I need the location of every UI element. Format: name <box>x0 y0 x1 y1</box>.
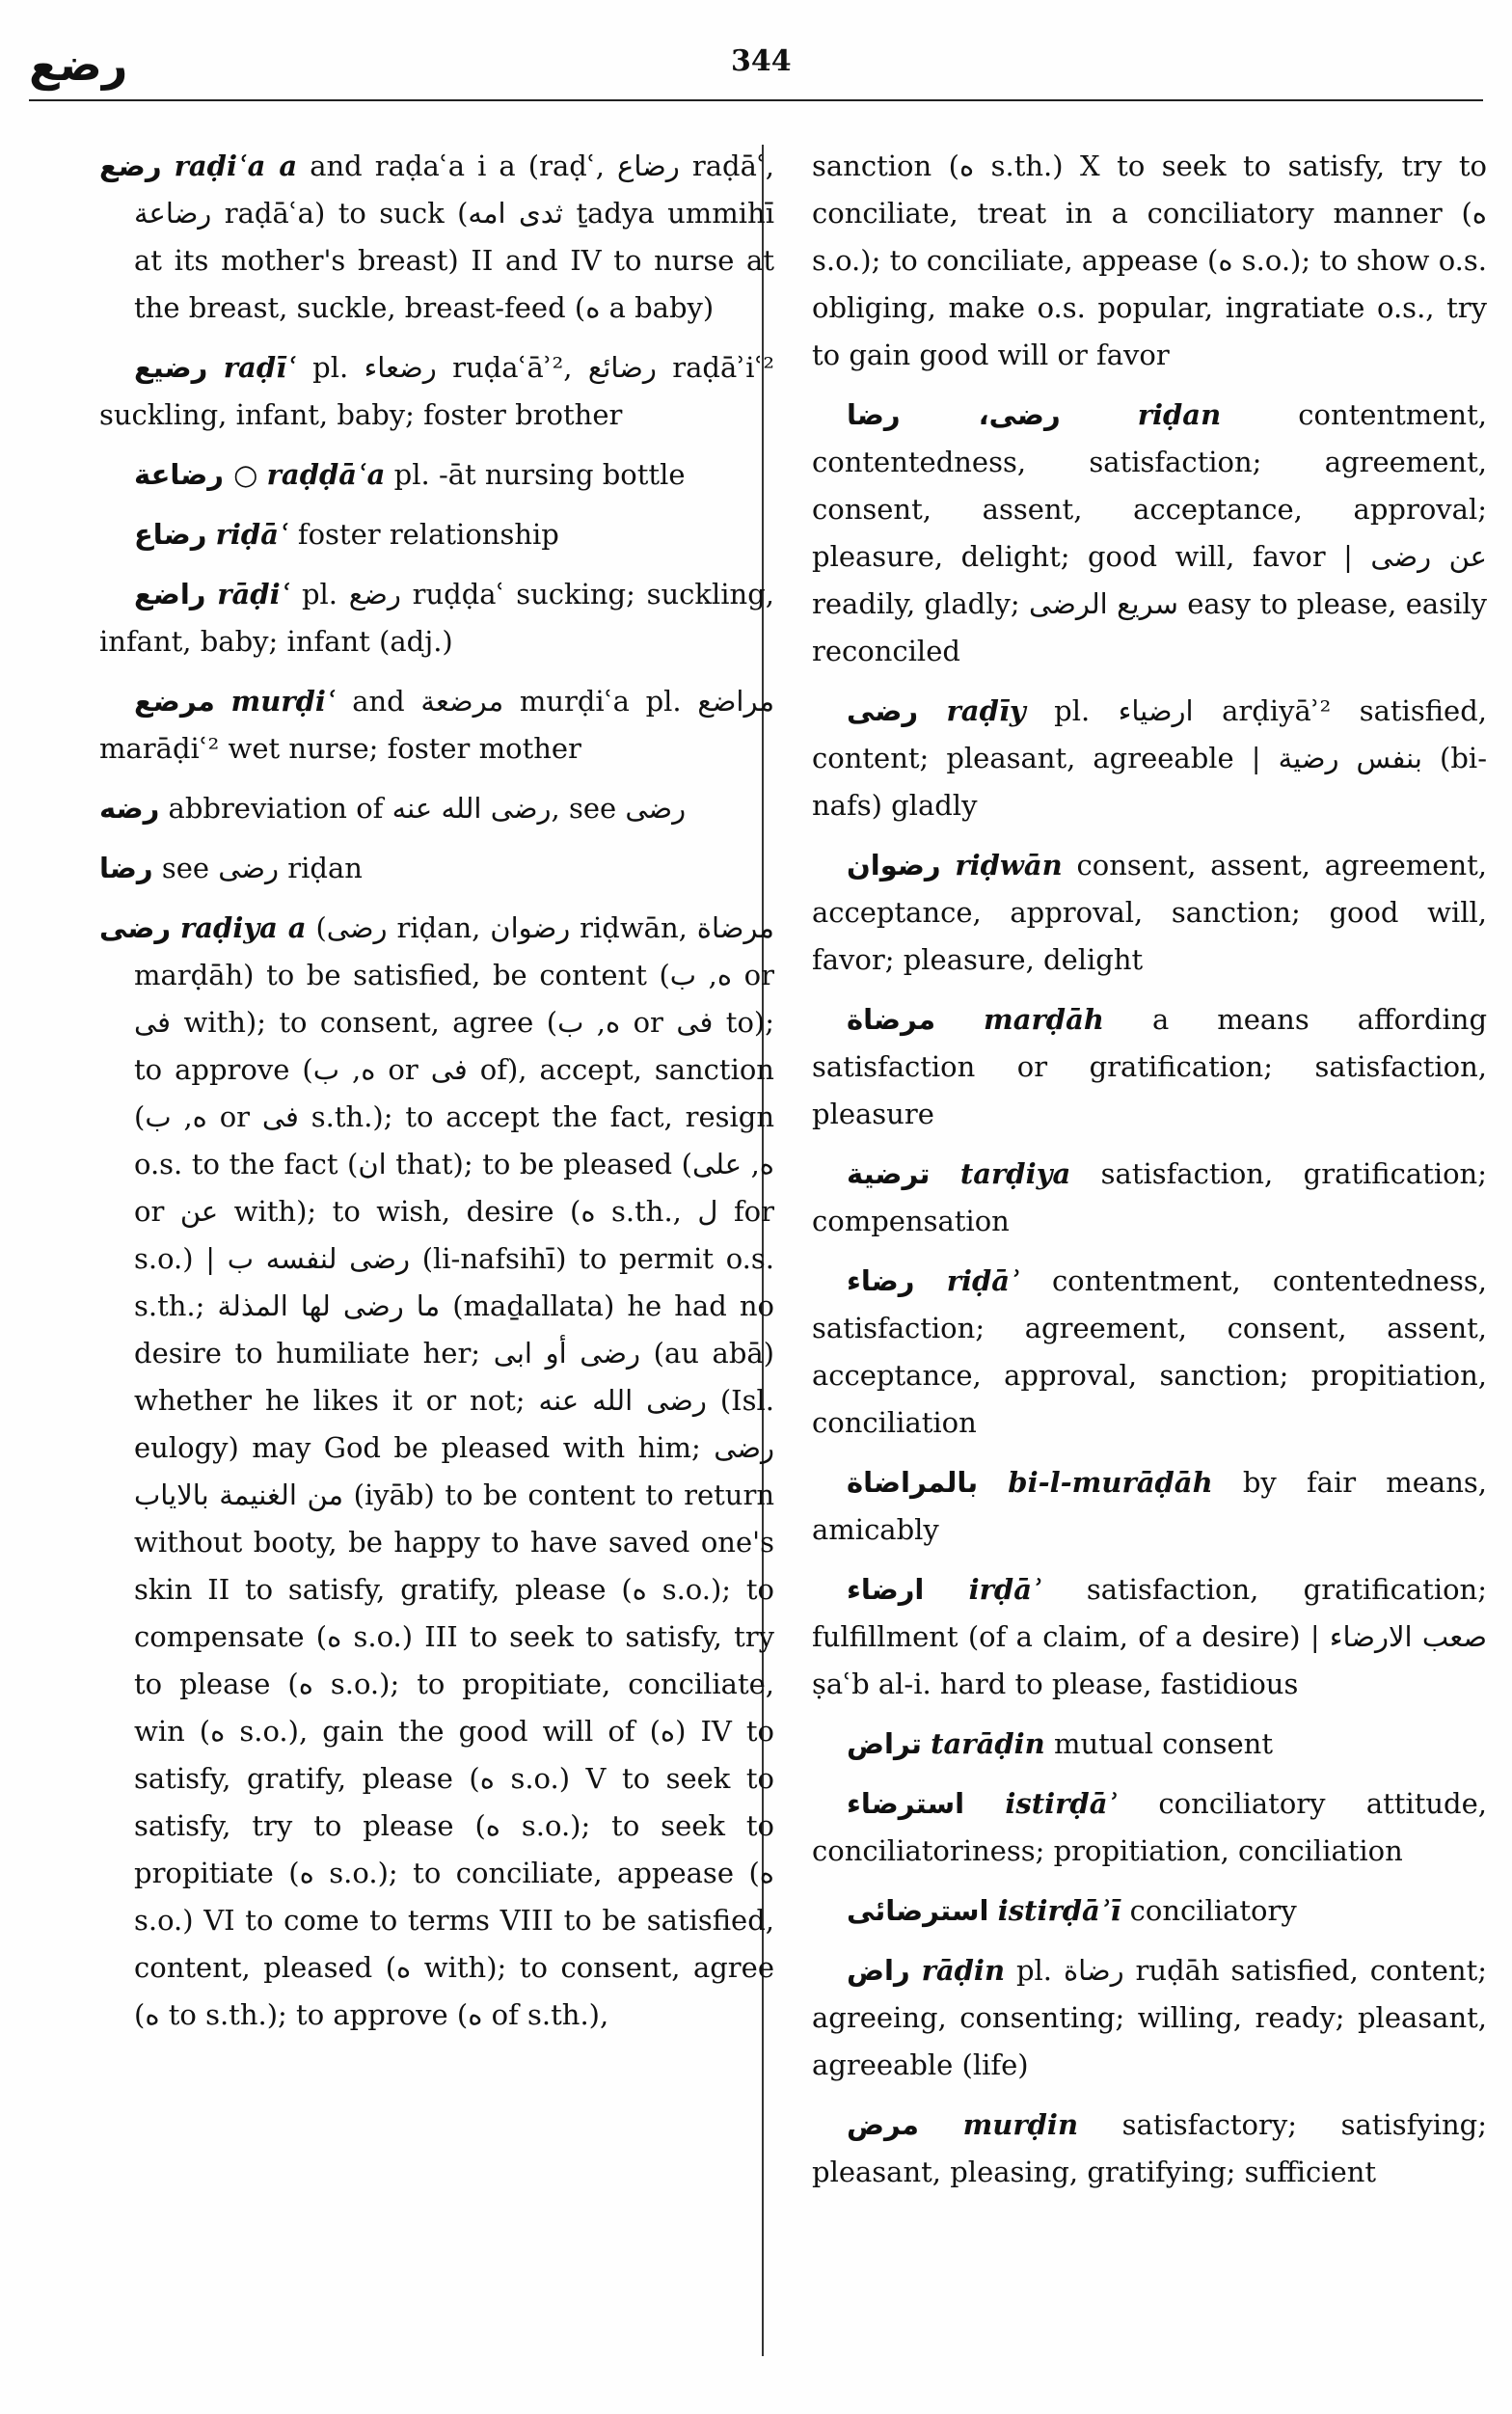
dictionary-entry <box>99 344 774 439</box>
entry-arabic: استرضائى <box>847 1894 989 1927</box>
dictionary-entry <box>99 678 774 773</box>
dictionary-entry <box>812 1566 1487 1708</box>
entry-transliteration: raḍīʿ <box>223 351 297 384</box>
header-rule <box>29 99 1483 101</box>
dictionary-entry <box>812 1780 1487 1875</box>
entry-arabic: مرضاة <box>847 1003 936 1036</box>
dictionary-entry <box>812 842 1487 984</box>
entry-definition: pl. رضع ruḍḍaʿ sucking; suckling, infant, baby; infant (adj.) <box>99 578 774 658</box>
entry-definition: see رضى riḍan <box>161 852 363 884</box>
entry-transliteration: istirḍāʾī <box>997 1894 1121 1927</box>
entry-arabic: رضه <box>99 792 160 825</box>
entry-definition: (رضى riḍan, رضوان riḍwān, مرضاة marḍāh) to be satisfied, be content (ه, ب or فى with); to consent, agree (ه, ب or فى to); to approve (ه, ب or فى of), accept, sanction (ه, ب or فى s.th.); to accept the fact, resign o.s. to the fact (ان that); to be pleased (ه, على or عن with); to wish, desire (ه s.th., ل for s.o.) | رضى لنفسه ب (li-nafsihī) to permit o.s. s.th.; ما رضى لها المذلة (maḏallata) he had no desire to humiliate her; رضى أو ابى (au abā) whether he likes it or not; رضى الله عنه (Isl. eulogy) may God be pleased with him; رضى من الغنيمة بالاياب (iyāb) to be content to return without booty, be happy to have saved one's skin II to satisfy, gratify, please (ه s.o.); to compensate (ه s.o.) III to seek to satisfy, try to please (ه s.o.); to propitiate, conciliate, win (ه s.o.), gain the good will of (ه) IV to satisfy, gratify, please (ه s.o.) V to seek to satisfy, try to please (ه s.o.); to seek to propitiate (ه s.o.); to conciliate, appease (ه s.o.) VI to come to terms VIII to be satisfied, content, pleased (ه with); to consent, agree (ه to s.th.); to approve (ه of s.th.), <box>134 911 775 2031</box>
entry-arabic: ترضية <box>847 1157 931 1190</box>
dictionary-entry <box>812 1459 1487 1554</box>
entry-definition: pl. رضعاء ruḍaʿāʾ², رضائع raḍāʾiʿ² suckling, infant, baby; foster brother <box>99 351 774 431</box>
dictionary-entry <box>812 1258 1487 1447</box>
entry-arabic: رضاع <box>134 518 207 551</box>
entry-transliteration: raḍīy <box>946 694 1026 727</box>
entry-arabic: رضى <box>847 694 919 727</box>
entry-definition: pl. ارضياء arḍiyāʾ² satisfied, content; pleasant, agreeable | بنفس رضية (bi-nafs) gladly <box>812 694 1487 822</box>
entry-arabic: رضع <box>99 149 162 182</box>
dictionary-entry <box>812 1947 1487 2089</box>
dictionary-entry <box>99 905 774 2039</box>
entry-transliteration: murḍin <box>962 2108 1079 2141</box>
entry-transliteration: bi-l-murāḍāh <box>1008 1466 1213 1499</box>
page-header <box>0 0 1512 106</box>
entry-transliteration: marḍāh <box>984 1003 1104 1036</box>
entry-arabic: تراض <box>847 1727 922 1760</box>
entry-arabic: مرض <box>847 2108 920 2141</box>
entry-transliteration: riḍāʾ <box>946 1264 1020 1297</box>
entry-definition: satisfaction, gratification; fulfillment (of a claim, of a desire) | صعب الارضاء ṣaʿb al-i. hard to please, fastidious <box>812 1573 1487 1700</box>
entry-arabic: مرضع <box>134 685 215 718</box>
dictionary-entry <box>99 785 774 832</box>
dictionary-entry <box>812 996 1487 1138</box>
entry-transliteration: raḍiya a <box>179 911 307 944</box>
entry-definition: abbreviation of رضى الله عنه, see رضى <box>168 792 687 825</box>
dictionary-entry <box>812 143 1487 379</box>
dictionary-entry <box>99 511 774 558</box>
entry-definition: and raḍaʿa i a (raḍʿ, رضاع raḍāʿ, رضاعة raḍāʿa) to suck (ثدى امه ṯadya ummihī at its mother's breast) II and IV to nurse at the breast, suckle, breast-feed (ه a baby) <box>134 149 774 324</box>
entry-definition: contentment, contentedness, satisfaction; agreement, consent, assent, acceptance, approval, sanction; propitiation, conciliation <box>812 1264 1488 1439</box>
entry-transliteration: raḍiʿa a <box>174 149 298 182</box>
dictionary-entry <box>99 143 774 332</box>
entry-definition: sanction (ه s.th.) X to seek to satisfy, try to conciliate, treat in a conciliatory manner (ه s.o.); to conciliate, appease (ه s.o.); to show o.s. obliging, make o.s. popular, ingratiate o.s., try to gain good will or favor <box>812 149 1487 371</box>
catchword: رضع <box>29 39 128 91</box>
entry-definition: conciliatory attitude, conciliatoriness; propitiation, conciliation <box>812 1787 1487 1867</box>
entry-definition: foster relationship <box>288 518 559 551</box>
entry-transliteration: murḍiʿ <box>230 685 337 718</box>
entry-definition: pl. -āt nursing bottle <box>385 458 686 491</box>
entry-arabic: استرضاء <box>847 1787 965 1820</box>
entry-transliteration: raḍḍāʿa <box>266 458 386 491</box>
entry-transliteration: riḍan <box>1137 398 1222 431</box>
dictionary-entry <box>99 451 774 499</box>
dictionary-entry <box>812 1151 1487 1245</box>
right-column <box>812 143 1487 2209</box>
entry-transliteration: riḍāʿ <box>215 518 289 551</box>
entry-definition: pl. رضاة ruḍāh satisfied, content; agreeing, consenting; willing, ready; pleasant, agreeable (life) <box>812 1954 1488 2081</box>
entry-definition: mutual consent <box>1044 1727 1274 1760</box>
entry-definition: conciliatory <box>1120 1894 1297 1927</box>
entry-transliteration: irḍāʾ <box>968 1573 1042 1606</box>
entry-transliteration: rāḍin <box>921 1954 1006 1987</box>
entry-arabic: رضيع <box>134 351 208 384</box>
entry-transliteration: tarḍiya <box>959 1157 1071 1190</box>
entry-transliteration: rāḍiʿ <box>217 578 291 610</box>
entry-arabic: راضع <box>134 578 206 610</box>
dictionary-entry <box>812 1887 1487 1935</box>
entry-arabic: ○ رضاعة <box>134 458 258 491</box>
entry-transliteration: riḍwān <box>955 849 1063 882</box>
dictionary-entry <box>812 688 1487 829</box>
entry-arabic: ارضاء <box>847 1573 925 1606</box>
dictionary-entry <box>99 845 774 892</box>
left-column <box>99 143 774 2051</box>
entry-definition: and مرضعة murḍiʿa pl. مراضع marāḍiʿ² wet nurse; foster mother <box>99 685 774 765</box>
entry-arabic: راض <box>847 1954 910 1987</box>
entry-definition: by fair means, amicably <box>812 1466 1487 1546</box>
entry-arabic: رضوان <box>847 849 941 882</box>
entry-arabic: رضاء <box>847 1264 915 1297</box>
entry-arabic: بالمراضاة <box>847 1466 979 1499</box>
entry-transliteration: tarāḍin <box>931 1727 1045 1760</box>
entry-definition: consent, assent, agreement, acceptance, approval, sanction; good will, favor; pleasure, delight <box>812 849 1487 976</box>
entry-transliteration: istirḍāʾ <box>1005 1787 1119 1820</box>
entry-arabic: رضى، رضا <box>847 398 1061 431</box>
dictionary-entry <box>812 1721 1487 1768</box>
dictionary-entry <box>812 392 1487 675</box>
entry-arabic: رضا <box>99 852 153 884</box>
page-number: 344 <box>731 44 792 78</box>
entry-definition: satisfactory; satisfying; pleasant, pleasing, gratifying; sufficient <box>812 2108 1487 2188</box>
entry-arabic: رضى <box>99 911 172 944</box>
entry-definition: a means affording satisfaction or gratification; satisfaction, pleasure <box>812 1003 1488 1130</box>
entry-definition: satisfaction, gratification; compensation <box>812 1157 1487 1237</box>
entry-definition: contentment, contentedness, satisfaction; agreement, consent, assent, acceptance, approval; pleasure, delight; good will, favor | عن رضى readily, gladly; سريع الرضى easy to please, easily reconciled <box>812 398 1487 667</box>
dictionary-entry <box>812 2102 1487 2196</box>
dictionary-entry <box>99 571 774 665</box>
